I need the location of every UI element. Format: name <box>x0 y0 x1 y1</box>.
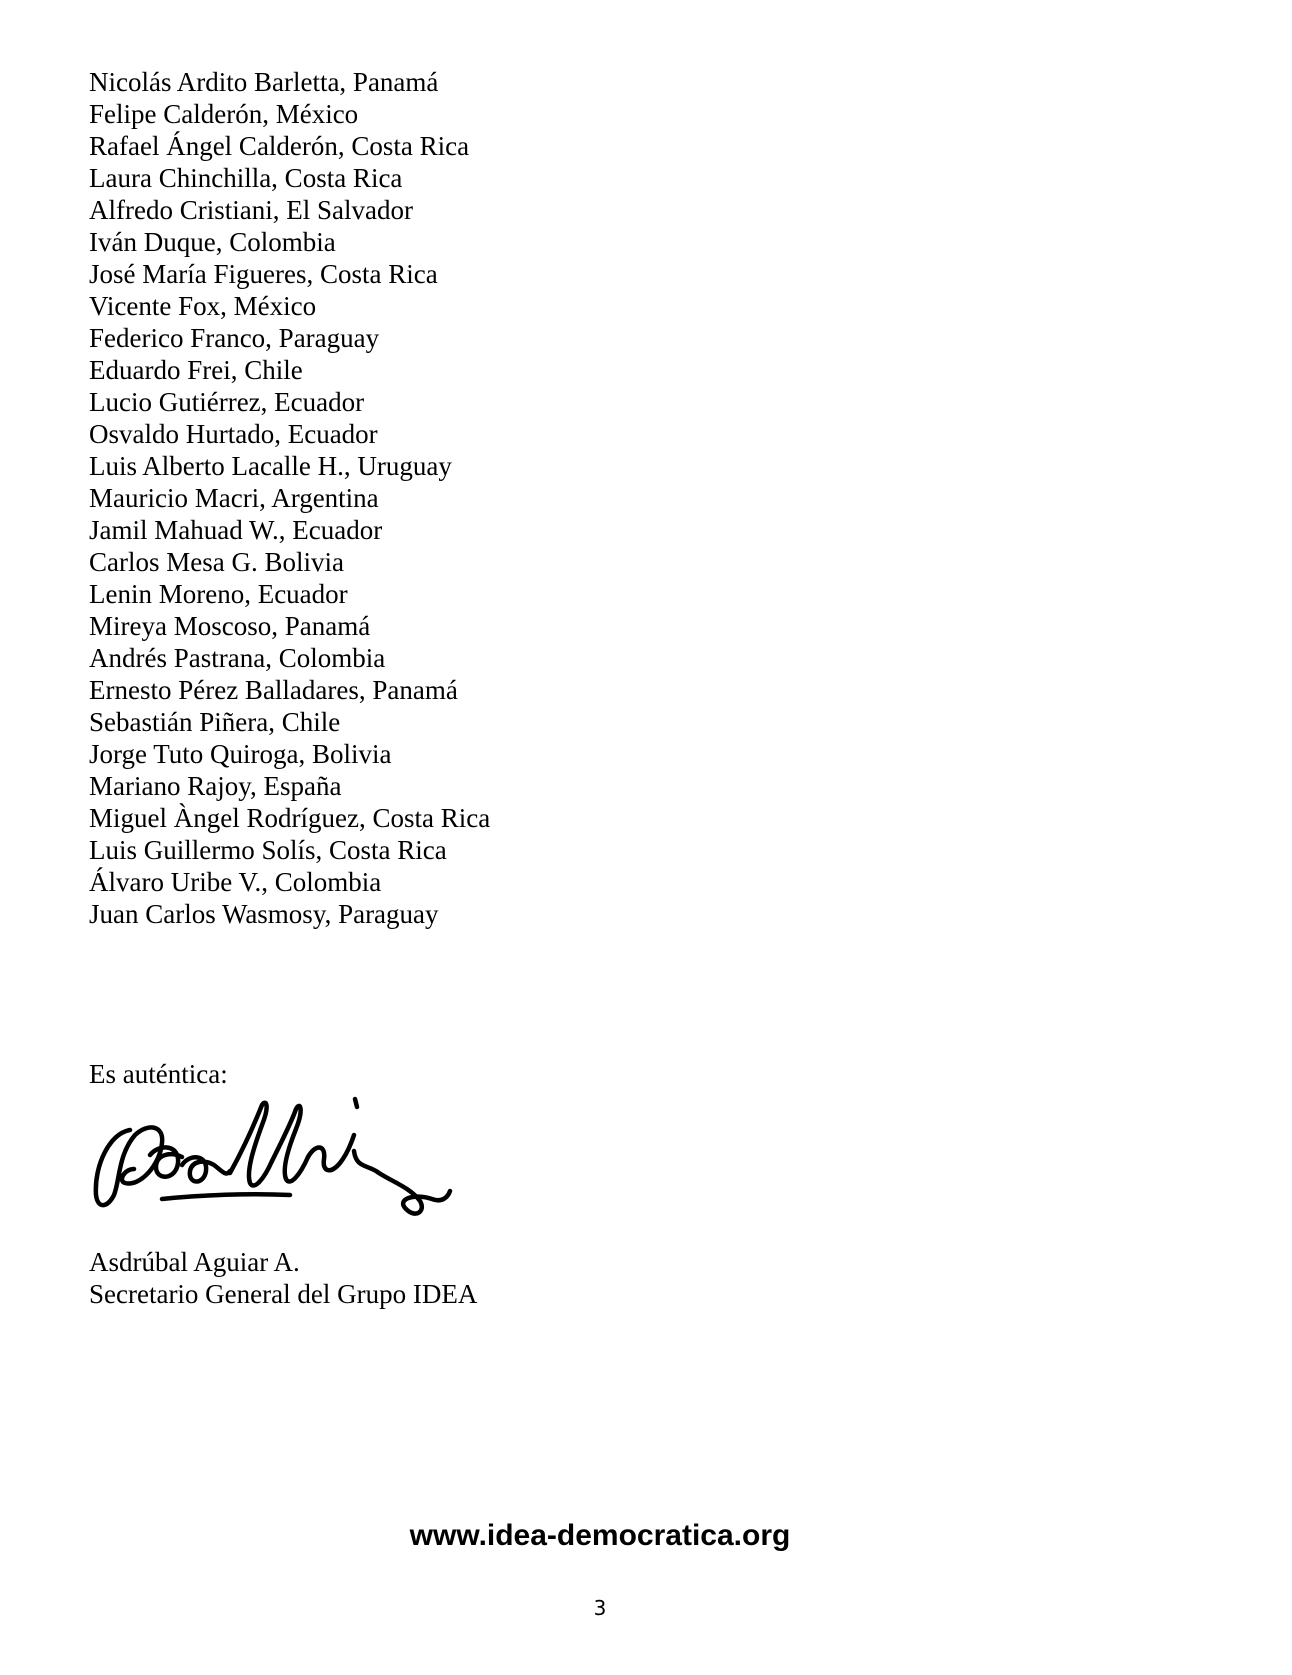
signatory-item: Lenin Moreno, Ecuador <box>89 579 348 609</box>
signatory-item: Miguel Àngel Rodríguez, Costa Rica <box>89 803 491 833</box>
signatory-item: Lucio Gutiérrez, Ecuador <box>89 387 365 417</box>
signatory-item: José María Figueres, Costa Rica <box>89 259 438 289</box>
signatory-item: Osvaldo Hurtado, Ecuador <box>89 419 378 449</box>
signatory-item: Mireya Moscoso, Panamá <box>89 611 371 641</box>
handwritten-signature <box>90 1095 460 1245</box>
signatory-item: Carlos Mesa G. Bolivia <box>89 547 344 577</box>
signatory-item: Federico Franco, Paraguay <box>89 323 380 353</box>
signatory-item: Eduardo Frei, Chile <box>89 355 303 385</box>
signatory-item: Andrés Pastrana, Colombia <box>89 643 386 673</box>
signatory-item: Jamil Mahuad W., Ecuador <box>89 515 383 545</box>
signatory-item: Luis Alberto Lacalle H., Uruguay <box>89 451 452 481</box>
signatory-item: Mauricio Macri, Argentina <box>89 483 379 513</box>
signatory-item: Alfredo Cristiani, El Salvador <box>89 195 413 225</box>
website-link[interactable]: www.idea-democratica.org <box>409 1519 791 1552</box>
signatory-item: Juan Carlos Wasmosy, Paraguay <box>89 899 439 929</box>
signatory-item: Laura Chinchilla, Costa Rica <box>89 163 403 193</box>
signatory-item: Álvaro Uribe V., Colombia <box>89 867 382 897</box>
signer-block <box>89 1246 477 1310</box>
signatory-item: Nicolás Ardito Barletta, Panamá <box>89 67 439 97</box>
signatory-item: Luis Guillermo Solís, Costa Rica <box>89 835 447 865</box>
signatory-item: Iván Duque, Colombia <box>89 227 336 257</box>
signatories-list <box>89 66 490 930</box>
signer-name: Asdrúbal Aguiar A. <box>89 1247 300 1277</box>
signatory-item: Ernesto Pérez Balladares, Panamá <box>89 675 458 705</box>
page-number: 3 <box>593 1596 607 1620</box>
authentication-label: Es auténtica: <box>89 1059 228 1089</box>
signatory-item: Vicente Fox, México <box>89 291 317 321</box>
signatory-item: Felipe Calderón, México <box>89 99 359 129</box>
signer-title: Secretario General del Grupo IDEA <box>89 1279 478 1309</box>
signatory-item: Rafael Ángel Calderón, Costa Rica <box>89 131 470 161</box>
signatory-item: Mariano Rajoy, España <box>89 771 342 801</box>
signatory-item: Jorge Tuto Quiroga, Bolivia <box>89 739 392 769</box>
signatory-item: Sebastián Piñera, Chile <box>89 707 341 737</box>
